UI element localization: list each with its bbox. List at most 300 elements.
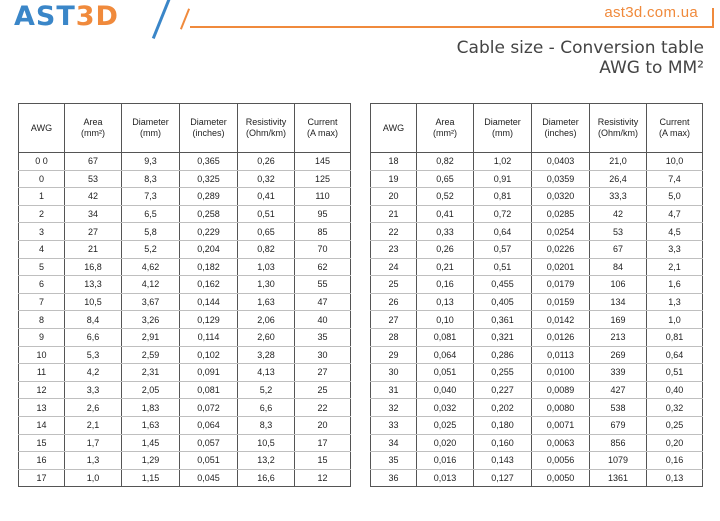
table-cell: 8	[19, 311, 65, 329]
page-subtitle: AWG to MM²	[599, 58, 704, 78]
column-header-text: (inches)	[192, 128, 225, 138]
table-cell: 2,1	[65, 416, 122, 434]
column-header-text: AWG	[30, 122, 53, 133]
column-header-text: (mm)	[140, 128, 161, 138]
column-header	[65, 104, 122, 153]
table-cell: 0,13	[647, 469, 703, 487]
table-cell: 6	[19, 276, 65, 294]
table-cell: 1,0	[647, 311, 703, 329]
table-cell: 0,33	[417, 223, 474, 241]
table-cell: 0,41	[238, 188, 295, 206]
table-cell: 33	[371, 416, 417, 434]
table-row	[19, 188, 351, 206]
table-cell: 9	[19, 328, 65, 346]
table-cell: 0,51	[474, 258, 532, 276]
table-row	[19, 240, 351, 258]
table-cell: 0,0179	[532, 276, 590, 294]
table-cell: 0,102	[180, 346, 238, 364]
table-cell: 40	[295, 311, 351, 329]
table-cell: 20	[295, 416, 351, 434]
table-cell: 0	[19, 170, 65, 188]
table-cell: 0,040	[417, 381, 474, 399]
table-cell: 1,63	[238, 293, 295, 311]
table-cell: 0,013	[417, 469, 474, 487]
table-cell: 0,255	[474, 364, 532, 382]
table-row	[371, 170, 703, 188]
table-cell: 25	[371, 276, 417, 294]
table-row	[19, 205, 351, 223]
table-cell: 13,3	[65, 276, 122, 294]
table-cell: 1,63	[122, 416, 180, 434]
column-header	[180, 104, 238, 153]
table-cell: 1,3	[647, 293, 703, 311]
table-cell: 27	[371, 311, 417, 329]
column-header	[647, 104, 703, 153]
table-cell: 2,6	[65, 399, 122, 417]
column-header-text: (mm²)	[81, 128, 105, 138]
column-header-text: Resistivity	[597, 117, 639, 127]
table-row	[371, 469, 703, 487]
table-cell: 67	[65, 153, 122, 171]
table-cell: 0,51	[647, 364, 703, 382]
column-header	[474, 104, 532, 153]
table-row	[19, 223, 351, 241]
table-cell: 3,26	[122, 311, 180, 329]
table-cell: 27	[295, 364, 351, 382]
table-cell: 0,0201	[532, 258, 590, 276]
logo[interactable]	[0, 0, 178, 34]
table-cell: 0,13	[417, 293, 474, 311]
table-cell: 47	[295, 293, 351, 311]
table-cell: 95	[295, 205, 351, 223]
table-cell: 26	[371, 293, 417, 311]
logo-text	[14, 2, 119, 32]
table-cell: 0,82	[417, 153, 474, 171]
page-title: Cable size - Conversion table	[456, 38, 704, 58]
table-cell: 0,82	[238, 240, 295, 258]
table-cell: 2,59	[122, 346, 180, 364]
table-cell: 0,321	[474, 328, 532, 346]
conversion-table-right	[370, 103, 703, 487]
table-cell: 0,72	[474, 205, 532, 223]
table-cell: 16,8	[65, 258, 122, 276]
table-cell: 2,91	[122, 328, 180, 346]
column-header-text: (A max)	[658, 128, 690, 138]
table-cell: 4,7	[647, 205, 703, 223]
table-row	[371, 205, 703, 223]
table-cell: 84	[590, 258, 647, 276]
table-row	[19, 170, 351, 188]
table-row	[19, 328, 351, 346]
table-cell: 4,62	[122, 258, 180, 276]
logo-text-ast: AST	[14, 1, 76, 32]
table-cell: 0,0100	[532, 364, 590, 382]
table-cell: 0,051	[417, 364, 474, 382]
table-cell: 19	[371, 170, 417, 188]
table-cell: 0,025	[417, 416, 474, 434]
table-cell: 0,64	[647, 346, 703, 364]
table-cell: 0,0226	[532, 240, 590, 258]
table-cell: 106	[590, 276, 647, 294]
table-cell: 53	[65, 170, 122, 188]
table-cell: 25	[295, 381, 351, 399]
table-row	[371, 293, 703, 311]
table-cell: 269	[590, 346, 647, 364]
table-cell: 23	[371, 240, 417, 258]
table-cell: 0,21	[417, 258, 474, 276]
table-cell: 27	[65, 223, 122, 241]
table-cell: 35	[295, 328, 351, 346]
table-cell: 213	[590, 328, 647, 346]
table-cell: 3,3	[65, 381, 122, 399]
table-cell: 62	[295, 258, 351, 276]
table-cell: 0,016	[417, 452, 474, 470]
table-cell: 0,020	[417, 434, 474, 452]
table-cell: 9,3	[122, 153, 180, 171]
column-header	[371, 104, 417, 153]
table-cell: 15	[295, 452, 351, 470]
table-cell: 538	[590, 399, 647, 417]
table-cell: 0,26	[238, 153, 295, 171]
column-header-text: (Ohm/km)	[598, 128, 638, 138]
table-cell: 134	[590, 293, 647, 311]
table-cell: 5,2	[122, 240, 180, 258]
table-row	[371, 188, 703, 206]
table-cell: 42	[590, 205, 647, 223]
header-bar	[0, 0, 720, 34]
table-cell: 14	[19, 416, 65, 434]
table-cell: 1,15	[122, 469, 180, 487]
table-cell: 32	[371, 399, 417, 417]
table-cell: 0,0056	[532, 452, 590, 470]
table-row	[19, 346, 351, 364]
table-cell: 0,0126	[532, 328, 590, 346]
column-header-text: (mm)	[492, 128, 513, 138]
table-cell: 0,0080	[532, 399, 590, 417]
table-cell: 34	[65, 205, 122, 223]
table-cell: 0,064	[180, 416, 238, 434]
table-row	[371, 434, 703, 452]
column-header-text: (mm²)	[433, 128, 457, 138]
column-header-text: Diameter	[190, 117, 227, 127]
table-cell: 0 0	[19, 153, 65, 171]
table-cell: 29	[371, 346, 417, 364]
table-cell: 2,31	[122, 364, 180, 382]
table-cell: 3,3	[647, 240, 703, 258]
table-row	[19, 434, 351, 452]
table-cell: 0,258	[180, 205, 238, 223]
table-row	[371, 153, 703, 171]
table-cell: 1,6	[647, 276, 703, 294]
table-cell: 4,12	[122, 276, 180, 294]
table-cell: 0,286	[474, 346, 532, 364]
column-header	[590, 104, 647, 153]
table-header-row	[371, 104, 703, 153]
table-row	[371, 311, 703, 329]
table-cell: 85	[295, 223, 351, 241]
table-cell: 1,83	[122, 399, 180, 417]
table-row	[371, 328, 703, 346]
table-row	[19, 469, 351, 487]
table-cell: 16	[19, 452, 65, 470]
table-row	[19, 452, 351, 470]
table-cell: 4,13	[238, 364, 295, 382]
table-row	[19, 311, 351, 329]
table-row	[371, 399, 703, 417]
table-header-row	[19, 104, 351, 153]
table-row	[371, 381, 703, 399]
table-row	[371, 416, 703, 434]
table-cell: 0,0403	[532, 153, 590, 171]
column-header-text: Resistivity	[245, 117, 287, 127]
table-row	[371, 364, 703, 382]
table-cell: 2,1	[647, 258, 703, 276]
column-header-text: AWG	[382, 122, 405, 133]
table-cell: 856	[590, 434, 647, 452]
table-cell: 0,202	[474, 399, 532, 417]
table-cell: 33,3	[590, 188, 647, 206]
table-cell: 20	[371, 188, 417, 206]
table-cell: 0,455	[474, 276, 532, 294]
column-header-text: Diameter	[542, 117, 579, 127]
table-cell: 679	[590, 416, 647, 434]
conversion-table-left	[18, 103, 351, 487]
table-cell: 0,52	[417, 188, 474, 206]
column-header	[417, 104, 474, 153]
table-cell: 0,32	[238, 170, 295, 188]
table-cell: 0,143	[474, 452, 532, 470]
table-cell: 1,3	[65, 452, 122, 470]
table-cell: 0,0050	[532, 469, 590, 487]
logo-text-3d: 3D	[75, 1, 119, 32]
table-cell: 4,5	[647, 223, 703, 241]
table-cell: 0,204	[180, 240, 238, 258]
table-cell: 0,361	[474, 311, 532, 329]
table-cell: 22	[371, 223, 417, 241]
column-header-text: Diameter	[484, 117, 521, 127]
table-cell: 70	[295, 240, 351, 258]
table-cell: 5,3	[65, 346, 122, 364]
table-cell: 3,28	[238, 346, 295, 364]
table-cell: 125	[295, 170, 351, 188]
table-row	[371, 346, 703, 364]
table-cell: 10,0	[647, 153, 703, 171]
table-row	[19, 258, 351, 276]
table-cell: 10,5	[65, 293, 122, 311]
table-cell: 28	[371, 328, 417, 346]
column-header	[532, 104, 590, 153]
table-cell: 13,2	[238, 452, 295, 470]
table-cell: 0,325	[180, 170, 238, 188]
table-cell: 0,0071	[532, 416, 590, 434]
table-cell: 0,0159	[532, 293, 590, 311]
table-cell: 0,162	[180, 276, 238, 294]
table-cell: 0,57	[474, 240, 532, 258]
table-cell: 21	[371, 205, 417, 223]
table-row	[371, 258, 703, 276]
table-cell: 0,289	[180, 188, 238, 206]
table-cell: 1,0	[65, 469, 122, 487]
table-cell: 0,229	[180, 223, 238, 241]
table-cell: 0,091	[180, 364, 238, 382]
table-row	[19, 153, 351, 171]
table-cell: 53	[590, 223, 647, 241]
column-header-text: (inches)	[544, 128, 577, 138]
table-cell: 0,16	[647, 452, 703, 470]
table-row	[19, 416, 351, 434]
table-cell: 7,3	[122, 188, 180, 206]
table-cell: 1,29	[122, 452, 180, 470]
table-cell: 0,91	[474, 170, 532, 188]
column-header	[295, 104, 351, 153]
column-header-text: Area	[83, 117, 103, 127]
column-header	[238, 104, 295, 153]
table-cell: 4	[19, 240, 65, 258]
table-row	[19, 276, 351, 294]
table-cell: 0,405	[474, 293, 532, 311]
table-cell: 2,60	[238, 328, 295, 346]
table-cell: 13	[19, 399, 65, 417]
table-cell: 0,81	[647, 328, 703, 346]
table-cell: 12	[19, 381, 65, 399]
table-cell: 0,160	[474, 434, 532, 452]
table-cell: 0,064	[417, 346, 474, 364]
table-row	[19, 364, 351, 382]
table-cell: 0,10	[417, 311, 474, 329]
table-cell: 1,45	[122, 434, 180, 452]
table-row	[371, 276, 703, 294]
table-cell: 5	[19, 258, 65, 276]
table-cell: 22	[295, 399, 351, 417]
table-cell: 10,5	[238, 434, 295, 452]
table-cell: 0,0113	[532, 346, 590, 364]
table-cell: 0,032	[417, 399, 474, 417]
table-cell: 1079	[590, 452, 647, 470]
table-cell: 427	[590, 381, 647, 399]
table-cell: 4,2	[65, 364, 122, 382]
table-cell: 12	[295, 469, 351, 487]
table-cell: 0,227	[474, 381, 532, 399]
table-row	[19, 293, 351, 311]
table-cell: 0,365	[180, 153, 238, 171]
table-cell: 6,6	[65, 328, 122, 346]
table-cell: 2,06	[238, 311, 295, 329]
table-cell: 21	[65, 240, 122, 258]
table-cell: 0,0359	[532, 170, 590, 188]
table-cell: 0,051	[180, 452, 238, 470]
table-cell: 26,4	[590, 170, 647, 188]
table-cell: 1361	[590, 469, 647, 487]
table-cell: 0,20	[647, 434, 703, 452]
table-cell: 0,072	[180, 399, 238, 417]
table-cell: 145	[295, 153, 351, 171]
table-cell: 24	[371, 258, 417, 276]
column-header	[122, 104, 180, 153]
table-cell: 0,65	[238, 223, 295, 241]
table-row	[19, 381, 351, 399]
table-cell: 0,129	[180, 311, 238, 329]
table-cell: 0,0063	[532, 434, 590, 452]
table-cell: 0,114	[180, 328, 238, 346]
table-cell: 2	[19, 205, 65, 223]
table-cell: 16,6	[238, 469, 295, 487]
table-cell: 6,5	[122, 205, 180, 223]
table-cell: 5,0	[647, 188, 703, 206]
table-cell: 0,25	[647, 416, 703, 434]
table-cell: 0,180	[474, 416, 532, 434]
table-cell: 8,3	[238, 416, 295, 434]
table-cell: 0,0089	[532, 381, 590, 399]
table-cell: 0,40	[647, 381, 703, 399]
table-cell: 36	[371, 469, 417, 487]
table-cell: 8,3	[122, 170, 180, 188]
table-cell: 21,0	[590, 153, 647, 171]
table-cell: 0,045	[180, 469, 238, 487]
table-cell: 1,03	[238, 258, 295, 276]
table-cell: 30	[295, 346, 351, 364]
table-cell: 30	[371, 364, 417, 382]
table-row	[371, 240, 703, 258]
table-cell: 1	[19, 188, 65, 206]
table-cell: 1,02	[474, 153, 532, 171]
table-cell: 17	[19, 469, 65, 487]
table-cell: 0,144	[180, 293, 238, 311]
table-cell: 0,0285	[532, 205, 590, 223]
site-url-link[interactable]: ast3d.com.ua	[604, 4, 698, 21]
table-cell: 0,081	[417, 328, 474, 346]
column-header	[19, 104, 65, 153]
table-cell: 0,41	[417, 205, 474, 223]
table-cell: 0,64	[474, 223, 532, 241]
table-cell: 7	[19, 293, 65, 311]
table-cell: 11	[19, 364, 65, 382]
table-cell: 55	[295, 276, 351, 294]
table-cell: 8,4	[65, 311, 122, 329]
table-cell: 169	[590, 311, 647, 329]
table-cell: 3,67	[122, 293, 180, 311]
column-header-text: (Ohm/km)	[246, 128, 286, 138]
table-cell: 110	[295, 188, 351, 206]
table-cell: 0,16	[417, 276, 474, 294]
table-cell: 0,0254	[532, 223, 590, 241]
table-cell: 0,081	[180, 381, 238, 399]
table-cell: 6,6	[238, 399, 295, 417]
column-header-text: Current	[307, 117, 338, 127]
table-cell: 1,7	[65, 434, 122, 452]
table-cell: 0,51	[238, 205, 295, 223]
table-cell: 67	[590, 240, 647, 258]
table-cell: 5,8	[122, 223, 180, 241]
table-row	[19, 399, 351, 417]
table-cell: 31	[371, 381, 417, 399]
table-cell: 0,32	[647, 399, 703, 417]
table-cell: 0,65	[417, 170, 474, 188]
table-cell: 17	[295, 434, 351, 452]
table-cell: 339	[590, 364, 647, 382]
table-cell: 0,127	[474, 469, 532, 487]
table-cell: 7,4	[647, 170, 703, 188]
table-cell: 0,182	[180, 258, 238, 276]
table-cell: 5,2	[238, 381, 295, 399]
table-cell: 0,057	[180, 434, 238, 452]
column-header-text: (A max)	[306, 128, 338, 138]
table-row	[371, 223, 703, 241]
table-cell: 10	[19, 346, 65, 364]
table-cell: 42	[65, 188, 122, 206]
table-cell: 0,81	[474, 188, 532, 206]
column-header-text: Diameter	[132, 117, 169, 127]
table-cell: 35	[371, 452, 417, 470]
